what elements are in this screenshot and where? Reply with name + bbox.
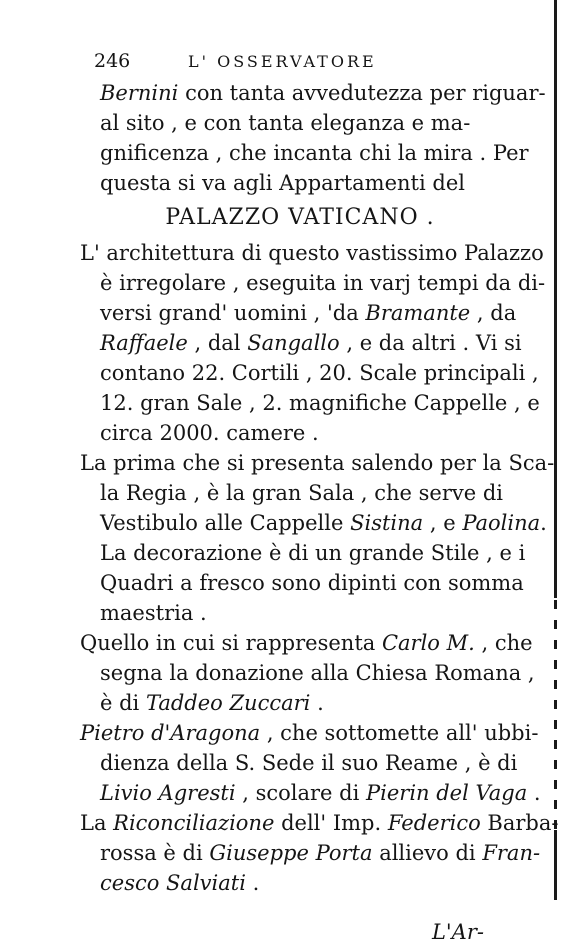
text-line: la Regia , è la gran Sala , che serve di (100, 481, 503, 505)
page-edge-fragments (554, 600, 557, 830)
book-page (80, 48, 559, 944)
section-title: PALAZZO VATICANO . (165, 205, 435, 230)
paragraph-carlo-magno (80, 628, 535, 718)
text-line: Livio Agresti , scolare di Pierin del Vaga . (100, 781, 541, 805)
text-line: La decorazione è di un grande Stile , e i (100, 541, 526, 565)
text-line: rossa è di Giuseppe Porta allievo di Fran- (100, 841, 541, 865)
text-line: dienza della S. Sede il suo Reame , è di (100, 751, 518, 775)
text-line: Quadri a fresco sono dipinti con somma (100, 571, 524, 595)
text-line: questa si va agli Appartamenti del (100, 171, 465, 195)
page-header (80, 48, 520, 78)
text-line: circa 2000. camere . (100, 421, 319, 445)
text-line: L' architettura di questo vastissimo Palazzo (80, 241, 544, 265)
text-line: 12. gran Sale , 2. magnifiche Cappelle , e (100, 391, 540, 415)
text-line: Bernini con tanta avvedutezza per riguar- (100, 81, 546, 105)
catchword: L'Ar- (431, 920, 484, 944)
text-line: è di Taddeo Zuccari . (100, 691, 324, 715)
text-line: Pietro d'Aragona , che sottomette all' ubbi- (80, 721, 539, 745)
text-line: è irregolare , eseguita in varj tempi da di- (100, 271, 546, 295)
page-number: 246 (94, 50, 131, 72)
text-line: versi grand' uomini , 'da Bramante , da (100, 301, 517, 325)
text-line: gnificenza , che incanta chi la mira . Per (100, 141, 529, 165)
text-line: Raffaele , dal Sangallo , e da altri . Vi si (100, 331, 522, 355)
text-line: Quello in cui si rappresenta Carlo M. , che (80, 631, 533, 655)
text-line: contano 22. Cortili , 20. Scale principali , (100, 361, 539, 385)
paragraph-sala-regia (80, 448, 555, 628)
text-line: La prima che si presenta salendo per la Sca- (80, 451, 555, 475)
paragraph-riconciliazione (80, 808, 559, 898)
paragraph-architecture (80, 238, 546, 448)
text-line: Vestibulo alle Cappelle Sistina , e Paolina. (100, 511, 547, 535)
text-line: maestria . (100, 601, 207, 625)
running-head: L' OSSERVATORE (188, 52, 377, 71)
text-line: al sito , e con tanta eleganza e ma- (100, 111, 471, 135)
text-line: segna la donazione alla Chiesa Romana , (100, 661, 535, 685)
text-line: La Riconciliazione dell' Imp. Federico Barba- (80, 811, 559, 835)
text-line: cesco Salviati . (100, 871, 260, 895)
paragraph-pietro-aragona (80, 718, 541, 808)
